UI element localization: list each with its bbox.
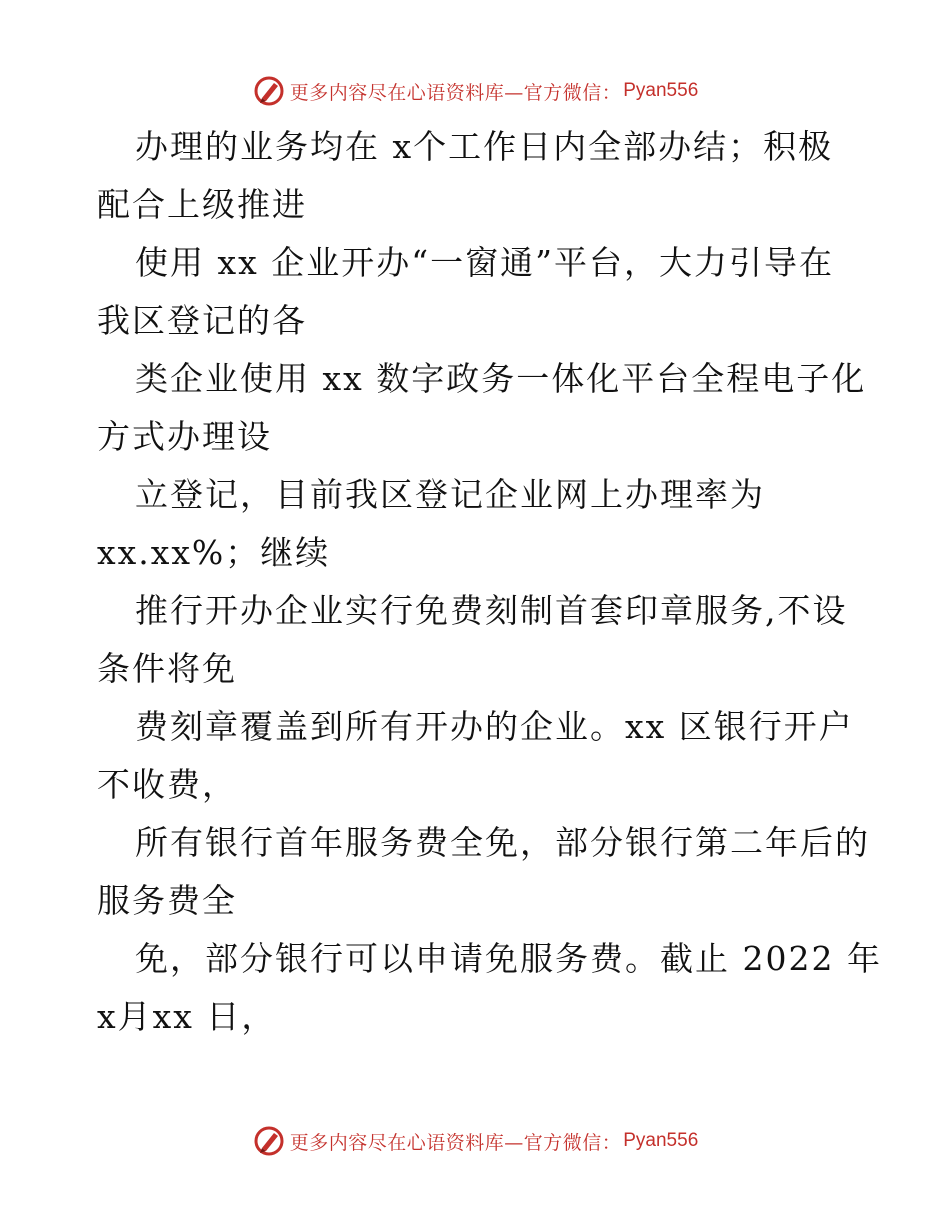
text-line: 立登记，目前我区登记企业网上办理率为	[135, 475, 765, 514]
watermark-text: 更多内容尽在心语资料库—官方微信：	[289, 81, 622, 104]
text-line: 使用 xx 企业开办“一窗通”平台，大力引导在	[135, 243, 834, 282]
text-line: 类企业使用 xx 数字政务一体化平台全程电子化	[135, 359, 867, 398]
text-line: 条件将免	[97, 649, 237, 688]
pen-in-circle-icon	[252, 74, 286, 108]
watermark-text: 更多内容尽在心语资料库—官方微信：	[289, 1131, 622, 1154]
text-line: 不收费，	[97, 765, 237, 804]
text-line: 服务费全	[97, 881, 237, 920]
text-line: 所有银行首年服务费全免，部分银行第二年后的	[135, 823, 870, 862]
footer-watermark	[0, 1121, 950, 1161]
text-line: 方式办理设	[97, 417, 272, 456]
body-text	[97, 118, 882, 1046]
watermark-account: Pyan556	[623, 1130, 699, 1151]
text-line: 我区登记的各	[97, 301, 307, 340]
text-line: 费刻章覆盖到所有开办的企业。xx 区银行开户	[135, 707, 854, 746]
pen-in-circle-icon	[252, 1124, 286, 1158]
watermark-account: Pyan556	[623, 80, 699, 101]
text-line: x月xx 日，	[97, 997, 277, 1036]
header-watermark	[0, 71, 950, 111]
text-line: 办理的业务均在 x个工作日内全部办结；积极	[135, 127, 834, 166]
text-line: xx.xx%；继续	[97, 533, 331, 572]
text-line: 免，部分银行可以申请免服务费。截止 2022 年	[135, 939, 882, 978]
text-line: 推行开办企业实行免费刻制首套印章服务,不设	[135, 591, 848, 630]
text-line: 配合上级推进	[97, 185, 307, 224]
